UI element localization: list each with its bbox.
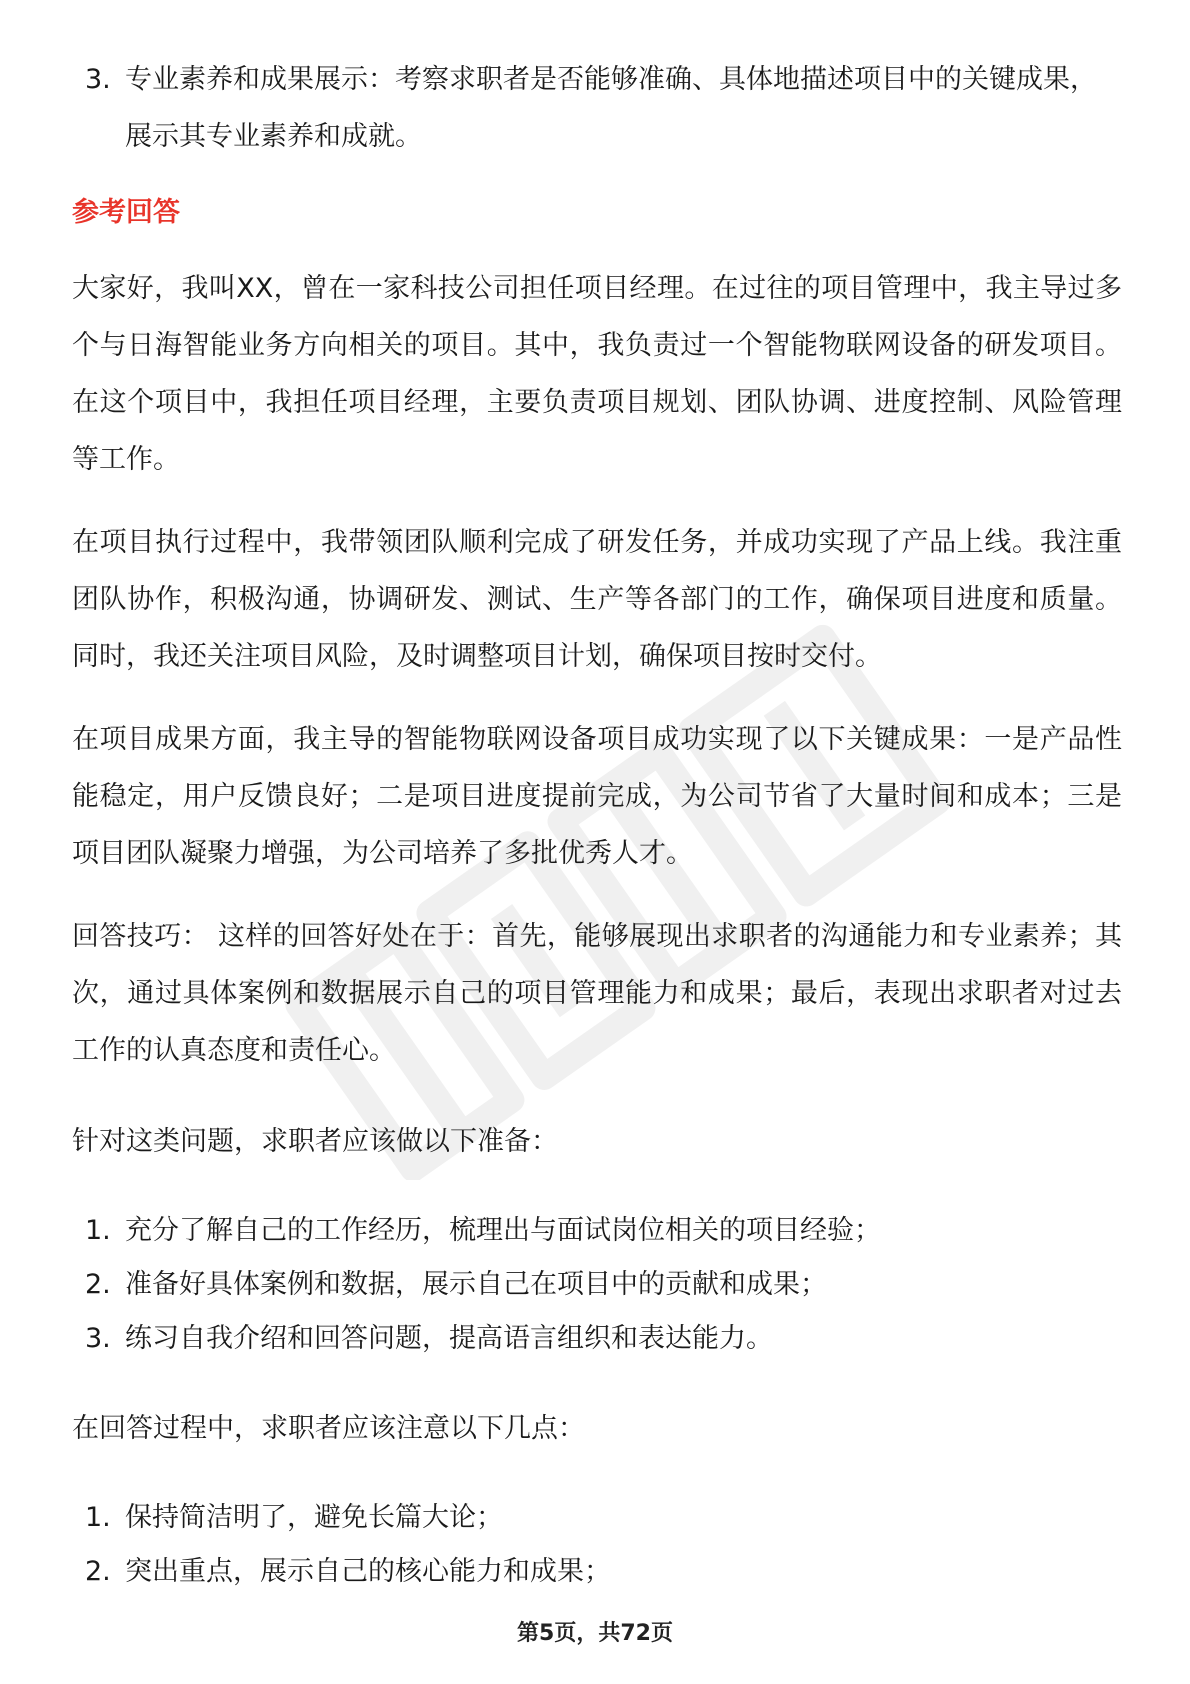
answer-paragraph-2: 在项目执行过程中，我带领团队顺利完成了研发任务，并成功实现了产品上线。我注重团队协作，积极沟通，协调研发、测试、生产等各部门的工作，确保项目进度和质量。同时，我还关注项目风险，及时调整项目计划，确保项目按时交付。	[72, 527, 1122, 672]
list-text: 准备好具体案例和数据，展示自己在项目中的贡献和成果；	[125, 1269, 827, 1300]
criteria-item-3	[72, 51, 1122, 165]
criteria-list	[72, 51, 1122, 165]
list-number: 2.	[85, 1269, 111, 1300]
list-text: 专业素养和成果展示：考察求职者是否能够准确、具体地描述项目中的关键成果，展示其专业素养和成就。	[125, 64, 1097, 152]
list-text: 保持简洁明了，避免长篇大论；	[125, 1502, 503, 1533]
list-number: 2.	[85, 1556, 111, 1587]
answer-tips-paragraph: 回答技巧： 这样的回答好处在于：首先，能够展现出求职者的沟通能力和专业素养；其次，通过具体案例和数据展示自己的项目管理能力和成果；最后，表现出求职者对过去工作的认真态度和责任心。	[72, 921, 1122, 1066]
prep-intro: 针对这类问题，求职者应该做以下准备：	[72, 1126, 558, 1157]
page-footer: 第5页，共72页	[517, 1621, 673, 1646]
notes-intro: 在回答过程中，求职者应该注意以下几点：	[72, 1413, 585, 1444]
list-number: 3.	[85, 1323, 111, 1354]
list-number: 1.	[85, 1215, 111, 1246]
answer-paragraph-3: 在项目成果方面，我主导的智能物联网设备项目成功实现了以下关键成果：一是产品性能稳定，用户反馈良好；二是项目进度提前完成，为公司节省了大量时间和成本；三是项目团队凝聚力增强，为公司培养了多批优秀人才。	[72, 724, 1122, 869]
prep-list	[72, 1204, 1122, 1366]
answer-paragraph-1: 大家好，我叫XX，曾在一家科技公司担任项目经理。在过往的项目管理中，我主导过多个与日海智能业务方向相关的项目。其中，我负责过一个智能物联网设备的研发项目。在这个项目中，我担任项目经理，主要负责项目规划、团队协调、进度控制、风险管理等工作。	[72, 273, 1122, 475]
section-heading: 参考回答	[72, 197, 180, 228]
list-number: 1.	[85, 1502, 111, 1533]
document-page	[72, 0, 1122, 1599]
list-text: 突出重点，展示自己的核心能力和成果；	[125, 1556, 611, 1587]
list-text: 充分了解自己的工作经历，梳理出与面试岗位相关的项目经验；	[125, 1215, 881, 1246]
prep-item-2	[72, 1258, 1122, 1312]
prep-item-3	[72, 1312, 1122, 1366]
notes-item-1	[72, 1491, 1122, 1545]
list-text: 练习自我介绍和回答问题，提高语言组织和表达能力。	[125, 1323, 773, 1354]
list-number: 3.	[85, 64, 111, 95]
prep-item-1	[72, 1204, 1122, 1258]
notes-list	[72, 1491, 1122, 1599]
notes-item-2	[72, 1545, 1122, 1599]
